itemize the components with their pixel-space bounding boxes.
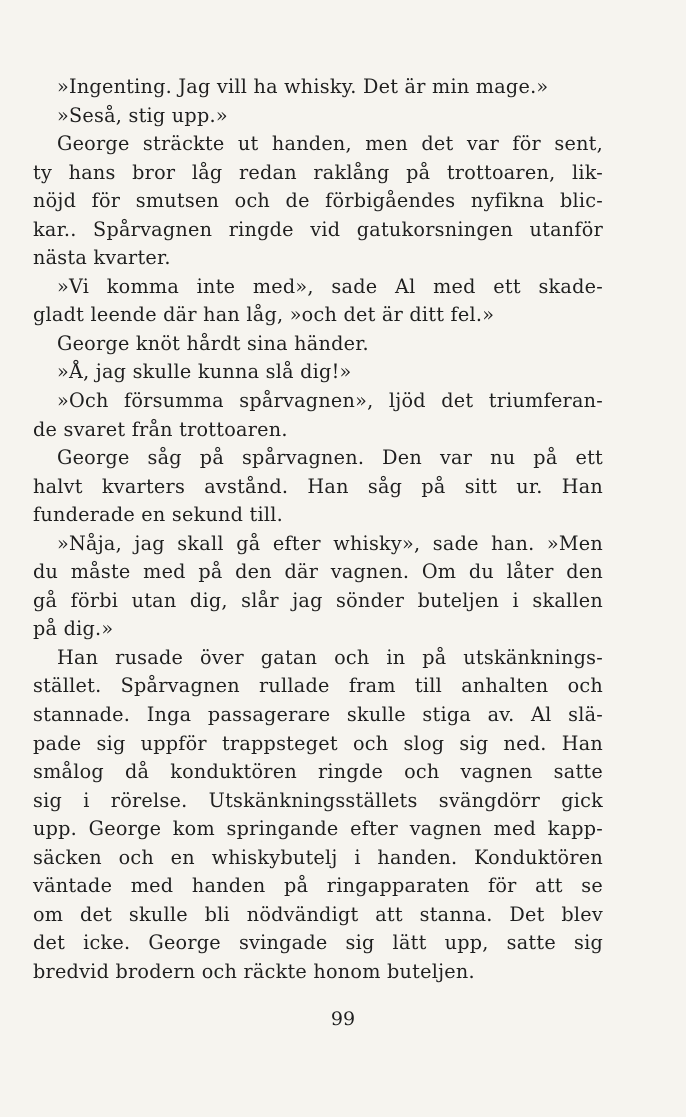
text-line: om det skulle bli nödvändigt att stanna. Det blev [33,902,603,926]
text-line: gå förbi utan dig, slår jag sönder buteljen i skallen [33,588,603,612]
text-line: halvt kvarters avstånd. Han såg på sitt ur. Han [33,474,603,498]
text-line: »Och försumma spårvagnen», ljöd det triumferan- [57,389,603,413]
text-line: sig i rörelse. Utskänkningsställets svängdörr gick [33,788,603,812]
text-line: funderade en sekund till. [33,503,284,527]
text-line: Han rusade över gatan och in på utskänknings- [57,645,603,669]
text-line: säcken och en whiskybutelj i handen. Konduktören [33,845,603,869]
text-line: George sträckte ut handen, men det var för sent, [57,132,603,156]
text-line: »Seså, stig upp.» [57,103,228,127]
text-line: stannade. Inga passagerare skulle stiga av. Al slä- [33,703,603,727]
text-line: »Nåja, jag skall gå efter whisky», sade han. »Men [57,531,603,555]
text-line: upp. George kom springande efter vagnen med kapp- [33,817,603,841]
text-line: det icke. George svingade sig lätt upp, satte sig [33,931,603,955]
text-line: nöjd för smutsen och de förbigåendes nyfikna blic- [33,189,603,213]
text-line: ty hans bror låg redan raklång på trottoaren, lik- [33,160,603,184]
text-line: väntade med handen på ringapparaten för att se [33,874,603,898]
text-line: kar.. Spårvagnen ringde vid gatukorsningen utanför [33,217,603,241]
body-text [33,73,603,987]
text-line: stället. Spårvagnen rullade fram till anhalten och [33,674,603,698]
text-line: George såg på spårvagnen. Den var nu på ett [57,446,603,470]
text-line: »Ingenting. Jag vill ha whisky. Det är min mage.» [57,75,549,98]
text-line: smålog då konduktören ringde och vagnen satte [33,760,603,784]
text-line: George knöt hårdt sina händer. [57,331,369,355]
text-line: bredvid brodern och räckte honom buteljen. [33,959,475,983]
text-line: på dig.» [33,617,114,641]
text-line: »Vi komma inte med», sade Al med ett skade- [57,274,603,298]
text-line: gladt leende där han låg, »och det är ditt fel.» [33,303,495,327]
text-line: de svaret från trottoaren. [33,417,288,441]
page-number: 99 [330,1008,356,1030]
text-line: pade sig uppför trappsteget och slog sig ned. Han [33,731,603,755]
text-line: du måste med på den där vagnen. Om du låter den [33,560,603,584]
text-line: nästa kvarter. [33,246,171,270]
text-line: »Å, jag skulle kunna slå dig!» [57,360,352,384]
